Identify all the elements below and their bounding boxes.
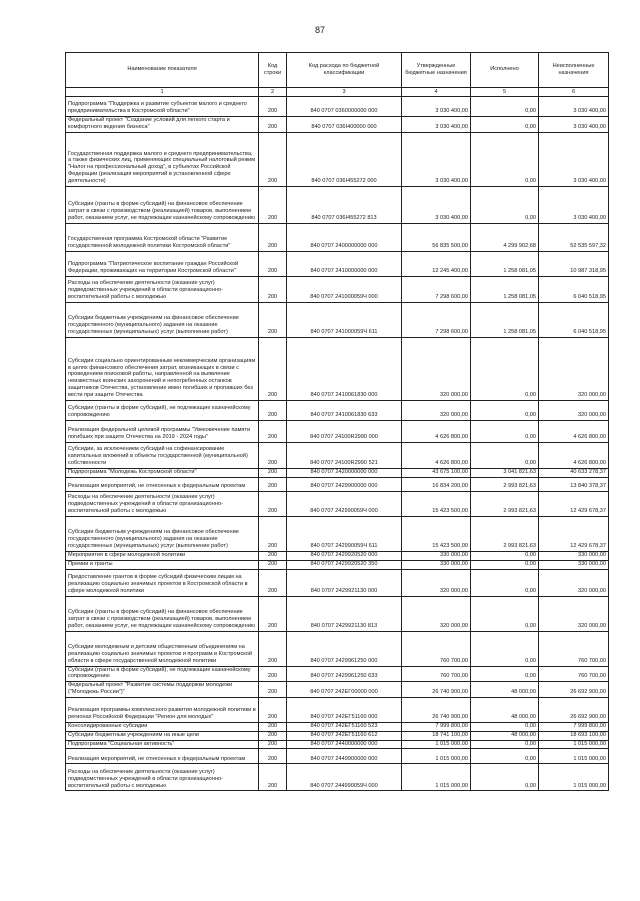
header-executed: Исполнено bbox=[471, 53, 539, 88]
cell-executed: 0,00 bbox=[471, 551, 539, 560]
cell-approved: 3 030 400,00 bbox=[402, 117, 471, 133]
table-row bbox=[66, 276, 609, 302]
cell-approved: 7 298 600,00 bbox=[402, 276, 471, 302]
header-row bbox=[66, 53, 609, 88]
cell-name: Федеральный проект "Создание условий для легкого старта и комфортного ведения бизнеса" bbox=[66, 117, 259, 133]
column-index: 5 bbox=[471, 88, 539, 97]
cell-name: Мероприятия в сфере молодежной политики bbox=[66, 551, 259, 560]
cell-unexecuted: 40 633 278,37 bbox=[539, 468, 609, 477]
cell-executed: 48 000,00 bbox=[471, 697, 539, 722]
table-row bbox=[66, 223, 609, 251]
table-row bbox=[66, 749, 609, 764]
budget-execution-table bbox=[65, 52, 609, 791]
cell-expense-code: 840 0707 241000059Ч 000 bbox=[287, 276, 402, 302]
cell-line-code: 200 bbox=[259, 740, 287, 749]
cell-approved: 760 700,00 bbox=[402, 666, 471, 682]
cell-approved: 15 423 500,00 bbox=[402, 516, 471, 551]
cell-approved: 18 741 100,00 bbox=[402, 731, 471, 740]
cell-executed: 0,00 bbox=[471, 420, 539, 442]
cell-executed: 0,00 bbox=[471, 442, 539, 468]
column-index: 1 bbox=[66, 88, 259, 97]
cell-executed: 2 993 821,63 bbox=[471, 516, 539, 551]
cell-unexecuted: 1 015 000,00 bbox=[539, 740, 609, 749]
cell-approved: 4 626 800,00 bbox=[402, 420, 471, 442]
column-index: 6 bbox=[539, 88, 609, 97]
column-index: 2 bbox=[259, 88, 287, 97]
cell-expense-code: 840 0707 2420000000 000 bbox=[287, 468, 402, 477]
cell-executed: 3 041 821,63 bbox=[471, 468, 539, 477]
table-row bbox=[66, 420, 609, 442]
cell-executed: 0,00 bbox=[471, 666, 539, 682]
cell-approved: 7 999 800,00 bbox=[402, 722, 471, 731]
cell-expense-code: 840 0707 036I400000 000 bbox=[287, 117, 402, 133]
cell-executed: 48 000,00 bbox=[471, 731, 539, 740]
cell-name: Государственная поддержка малого и среднего предпринимательства, а также физических лиц, применяющих специальный налоговый режим "Налог на профессиональный доход", в субъектах Российской Федерации (реализация мероприятий в установленной сфере деятельности) bbox=[66, 132, 259, 186]
cell-name: Предоставление грантов в форме субсидий физическим лицам на реализацию социально значимых проектов в Костромской области в сфере молодежной политики bbox=[66, 569, 259, 596]
cell-expense-code: 840 0707 2449900000 000 bbox=[287, 749, 402, 764]
cell-name: Подпрограмма "Социальная активность" bbox=[66, 740, 259, 749]
cell-unexecuted: 1 015 000,00 bbox=[539, 764, 609, 791]
cell-expense-code: 840 0707 2429900000 000 bbox=[287, 477, 402, 491]
table-row bbox=[66, 468, 609, 477]
cell-name: Расходы на обеспечение деятельности (оказание услуг) подведомственных учреждений в области организационно-воспитательной работы с молодежью bbox=[66, 491, 259, 516]
cell-line-code: 200 bbox=[259, 731, 287, 740]
column-index: 3 bbox=[287, 88, 402, 97]
cell-line-code: 200 bbox=[259, 491, 287, 516]
cell-executed: 0,00 bbox=[471, 749, 539, 764]
cell-expense-code: 840 0707 2429921130 000 bbox=[287, 569, 402, 596]
cell-name: Федеральный проект "Развитие системы поддержки молодежи ("Молодежь России")" bbox=[66, 682, 259, 698]
cell-line-code: 200 bbox=[259, 682, 287, 698]
cell-name: Субсидии бюджетным учреждениям на финансовое обеспечение государственного (муниципального) задания на оказание государственных (муниципальных) услуг (выполнение работ) bbox=[66, 516, 259, 551]
cell-line-code: 200 bbox=[259, 722, 287, 731]
cell-unexecuted: 320 000,00 bbox=[539, 337, 609, 400]
cell-executed: 1 258 081,05 bbox=[471, 276, 539, 302]
cell-line-code: 200 bbox=[259, 560, 287, 569]
cell-approved: 26 740 900,00 bbox=[402, 682, 471, 698]
header-unexecuted: Неисполненные назначения bbox=[539, 53, 609, 88]
table-row bbox=[66, 516, 609, 551]
cell-name: Субсидии (гранты в форме субсидий) на финансовое обеспечение затрат в связи с производством (реализацией) товаров, выполнением работ, оказанием услуг, не подлежащие казначейскому сопровождению bbox=[66, 186, 259, 223]
cell-line-code: 200 bbox=[259, 666, 287, 682]
cell-name: Подпрограмма "Молодежь Костромской области" bbox=[66, 468, 259, 477]
table-row bbox=[66, 631, 609, 666]
header-expense-code: Код расхода по бюджетной классификации bbox=[287, 53, 402, 88]
cell-approved: 26 740 900,00 bbox=[402, 697, 471, 722]
cell-name: Подпрограмма "Поддержка и развитие субъектов малого и среднего предпринимательства в Костромской области" bbox=[66, 97, 259, 117]
cell-approved: 320 000,00 bbox=[402, 596, 471, 631]
cell-name: Реализация мероприятий, не отнесенных к федеральным проектам bbox=[66, 749, 259, 764]
cell-expense-code: 840 0707 242990059Ч 611 bbox=[287, 516, 402, 551]
table-row bbox=[66, 132, 609, 186]
cell-name: Расходы на обеспечение деятельности (оказание услуг) подведомственных учреждений в области организационно-воспитательной работы с молодежью bbox=[66, 764, 259, 791]
cell-name: Премии и гранты bbox=[66, 560, 259, 569]
cell-unexecuted: 6 040 518,95 bbox=[539, 276, 609, 302]
cell-expense-code: 840 0707 242EГ00000 000 bbox=[287, 682, 402, 698]
cell-approved: 3 030 400,00 bbox=[402, 97, 471, 117]
table-row bbox=[66, 596, 609, 631]
cell-executed: 0,00 bbox=[471, 560, 539, 569]
cell-unexecuted: 10 987 318,95 bbox=[539, 251, 609, 276]
cell-name: Реализация программы комплексного развития молодежной политики в регионах Российской Федерации "Регион для молодых" bbox=[66, 697, 259, 722]
cell-approved: 3 030 400,00 bbox=[402, 186, 471, 223]
cell-line-code: 200 bbox=[259, 117, 287, 133]
cell-line-code: 200 bbox=[259, 223, 287, 251]
cell-expense-code: 840 0707 2440000000 000 bbox=[287, 740, 402, 749]
page-number: 87 bbox=[314, 25, 325, 35]
cell-executed: 0,00 bbox=[471, 400, 539, 420]
cell-approved: 12 245 400,00 bbox=[402, 251, 471, 276]
cell-unexecuted: 320 000,00 bbox=[539, 569, 609, 596]
cell-line-code: 200 bbox=[259, 569, 287, 596]
cell-name: Расходы на обеспечение деятельности (оказание услуг) подведомственных учреждений в области организационно-воспитательной работы с молодежью bbox=[66, 276, 259, 302]
cell-name: Субсидии (гранты в форме субсидий), не подлежащие казначейскому сопровождению bbox=[66, 666, 259, 682]
cell-expense-code: 840 0707 2410000000 000 bbox=[287, 251, 402, 276]
cell-name: Субсидии молодежным и детским общественным объединениям на реализацию социально значимых проектов и программ в Костромской области в сфере государственной молодежной политики bbox=[66, 631, 259, 666]
cell-approved: 320 000,00 bbox=[402, 400, 471, 420]
cell-executed: 2 993 821,63 bbox=[471, 491, 539, 516]
table-row bbox=[66, 722, 609, 731]
cell-name: Субсидии (гранты в форме субсидий), не подлежащие казначейскому сопровождению bbox=[66, 400, 259, 420]
table-row bbox=[66, 697, 609, 722]
table-row bbox=[66, 117, 609, 133]
cell-line-code: 200 bbox=[259, 764, 287, 791]
cell-approved: 1 015 000,00 bbox=[402, 740, 471, 749]
cell-expense-code: 840 0707 242EГ51160 000 bbox=[287, 697, 402, 722]
header-approved: Утвержденные бюджетные назначения bbox=[402, 53, 471, 88]
cell-unexecuted: 12 429 678,37 bbox=[539, 516, 609, 551]
cell-executed: 0,00 bbox=[471, 186, 539, 223]
cell-executed: 1 258 081,05 bbox=[471, 251, 539, 276]
cell-approved: 3 030 400,00 bbox=[402, 132, 471, 186]
cell-approved: 320 000,00 bbox=[402, 569, 471, 596]
cell-executed: 2 993 821,63 bbox=[471, 477, 539, 491]
cell-line-code: 200 bbox=[259, 516, 287, 551]
table-row bbox=[66, 302, 609, 337]
cell-executed: 1 258 081,05 bbox=[471, 302, 539, 337]
table-row bbox=[66, 764, 609, 791]
cell-line-code: 200 bbox=[259, 420, 287, 442]
table-row bbox=[66, 442, 609, 468]
table-row bbox=[66, 682, 609, 698]
cell-line-code: 200 bbox=[259, 442, 287, 468]
cell-line-code: 200 bbox=[259, 97, 287, 117]
table-row bbox=[66, 337, 609, 400]
cell-unexecuted: 330 000,00 bbox=[539, 560, 609, 569]
cell-expense-code: 840 0707 24100R2990 000 bbox=[287, 420, 402, 442]
cell-name: Субсидии бюджетным учреждениям на иные цели bbox=[66, 731, 259, 740]
table-row bbox=[66, 740, 609, 749]
cell-unexecuted: 320 000,00 bbox=[539, 596, 609, 631]
cell-unexecuted: 3 030 400,00 bbox=[539, 186, 609, 223]
column-index: 4 bbox=[402, 88, 471, 97]
cell-expense-code: 840 0707 2400000000 000 bbox=[287, 223, 402, 251]
column-index-row bbox=[66, 88, 609, 97]
cell-unexecuted: 330 000,00 bbox=[539, 551, 609, 560]
table-row bbox=[66, 560, 609, 569]
cell-executed: 48 000,00 bbox=[471, 682, 539, 698]
cell-executed: 0,00 bbox=[471, 97, 539, 117]
cell-approved: 760 700,00 bbox=[402, 631, 471, 666]
cell-executed: 0,00 bbox=[471, 631, 539, 666]
cell-expense-code: 840 0707 241000059Ч 611 bbox=[287, 302, 402, 337]
cell-approved: 15 423 500,00 bbox=[402, 491, 471, 516]
cell-executed: 0,00 bbox=[471, 117, 539, 133]
cell-expense-code: 840 0707 24100R2990 521 bbox=[287, 442, 402, 468]
cell-executed: 0,00 bbox=[471, 569, 539, 596]
cell-unexecuted: 13 840 378,37 bbox=[539, 477, 609, 491]
cell-expense-code: 840 0707 244990059Ч 000 bbox=[287, 764, 402, 791]
cell-approved: 7 298 600,00 bbox=[402, 302, 471, 337]
cell-expense-code: 840 0707 242EГ51160 612 bbox=[287, 731, 402, 740]
cell-approved: 1 015 000,00 bbox=[402, 764, 471, 791]
cell-executed: 0,00 bbox=[471, 132, 539, 186]
table-row bbox=[66, 569, 609, 596]
table-body bbox=[66, 97, 609, 791]
cell-unexecuted: 12 429 678,37 bbox=[539, 491, 609, 516]
cell-approved: 330 000,00 bbox=[402, 551, 471, 560]
header-indicator-name: Наименование показателя bbox=[66, 53, 259, 88]
cell-approved: 56 835 500,00 bbox=[402, 223, 471, 251]
cell-line-code: 200 bbox=[259, 477, 287, 491]
cell-line-code: 200 bbox=[259, 468, 287, 477]
cell-expense-code: 840 0707 2410061830 633 bbox=[287, 400, 402, 420]
cell-name: Реализация мероприятий, не отнесенных к федеральным проектам bbox=[66, 477, 259, 491]
cell-expense-code: 840 0707 242990059Ч 000 bbox=[287, 491, 402, 516]
cell-expense-code: 840 0707 2429920520 000 bbox=[287, 551, 402, 560]
cell-executed: 0,00 bbox=[471, 722, 539, 731]
cell-expense-code: 840 0707 036I455272 000 bbox=[287, 132, 402, 186]
cell-name: Государственная программа Костромской области "Развитие государственной молодежной политики Костромской области" bbox=[66, 223, 259, 251]
cell-approved: 16 834 200,00 bbox=[402, 477, 471, 491]
cell-unexecuted: 26 692 900,00 bbox=[539, 682, 609, 698]
cell-executed: 0,00 bbox=[471, 740, 539, 749]
cell-unexecuted: 760 700,00 bbox=[539, 631, 609, 666]
cell-executed: 0,00 bbox=[471, 337, 539, 400]
cell-expense-code: 840 0707 2429961250 633 bbox=[287, 666, 402, 682]
cell-unexecuted: 3 030 400,00 bbox=[539, 117, 609, 133]
cell-line-code: 200 bbox=[259, 302, 287, 337]
cell-executed: 4 299 902,68 bbox=[471, 223, 539, 251]
cell-approved: 4 626 800,00 bbox=[402, 442, 471, 468]
cell-name: Субсидии, за исключением субсидий на софинансирование капитальных вложений в объекты государственной (муниципальной) собственности bbox=[66, 442, 259, 468]
table-row bbox=[66, 251, 609, 276]
table-row bbox=[66, 666, 609, 682]
cell-line-code: 200 bbox=[259, 132, 287, 186]
table-row bbox=[66, 97, 609, 117]
table-row bbox=[66, 551, 609, 560]
cell-unexecuted: 7 999 800,00 bbox=[539, 722, 609, 731]
table-row bbox=[66, 491, 609, 516]
cell-approved: 330 000,00 bbox=[402, 560, 471, 569]
cell-unexecuted: 18 693 100,00 bbox=[539, 731, 609, 740]
cell-name: Субсидии социально ориентированным некоммерческим организациям в целях финансового обеспечения затрат, возникающих в связи с проведением поисковой работы, направленной на выявление неизвестных воинских захоронений и непогребенных останков защитников Отечества, установление имен погибших и пропавших без вести при защите Отечества bbox=[66, 337, 259, 400]
cell-unexecuted: 4 626 800,00 bbox=[539, 442, 609, 468]
cell-name: Консолидированные субсидии bbox=[66, 722, 259, 731]
cell-unexecuted: 320 000,00 bbox=[539, 400, 609, 420]
cell-line-code: 200 bbox=[259, 276, 287, 302]
cell-expense-code: 840 0707 2429921130 813 bbox=[287, 596, 402, 631]
table-row bbox=[66, 186, 609, 223]
table-row bbox=[66, 477, 609, 491]
cell-unexecuted: 760 700,00 bbox=[539, 666, 609, 682]
cell-name: Субсидии бюджетным учреждениям на финансовое обеспечение государственного (муниципального) задания на оказание государственных (муниципальных) услуг (выполнение работ) bbox=[66, 302, 259, 337]
header-line-code: Код строки bbox=[259, 53, 287, 88]
cell-expense-code: 840 0707 2429961250 000 bbox=[287, 631, 402, 666]
cell-line-code: 200 bbox=[259, 631, 287, 666]
cell-executed: 0,00 bbox=[471, 764, 539, 791]
cell-expense-code: 840 0707 2410061830 000 bbox=[287, 337, 402, 400]
cell-line-code: 200 bbox=[259, 400, 287, 420]
table-row bbox=[66, 400, 609, 420]
cell-unexecuted: 1 015 000,00 bbox=[539, 749, 609, 764]
cell-line-code: 200 bbox=[259, 251, 287, 276]
cell-expense-code: 840 0707 242EГ51160 523 bbox=[287, 722, 402, 731]
cell-unexecuted: 3 030 400,00 bbox=[539, 132, 609, 186]
cell-line-code: 200 bbox=[259, 337, 287, 400]
cell-unexecuted: 6 040 518,95 bbox=[539, 302, 609, 337]
cell-unexecuted: 4 626 800,00 bbox=[539, 420, 609, 442]
cell-approved: 320 000,00 bbox=[402, 337, 471, 400]
cell-unexecuted: 3 030 400,00 bbox=[539, 97, 609, 117]
cell-expense-code: 840 0707 0360000000 000 bbox=[287, 97, 402, 117]
cell-line-code: 200 bbox=[259, 697, 287, 722]
cell-name: Подпрограмма "Патриотическое воспитание граждан Российской Федерации, проживающих на территории Костромской области" bbox=[66, 251, 259, 276]
cell-name: Реализация федеральной целевой программы "Увековечение памяти погибших при защите Отечества на 2019 - 2024 годы" bbox=[66, 420, 259, 442]
cell-name: Субсидии (гранты в форме субсидий) на финансовое обеспечение затрат в связи с производством (реализацией) товаров, выполнением работ, оказанием услуг, не подлежащие казначейскому сопровождению bbox=[66, 596, 259, 631]
table-row bbox=[66, 731, 609, 740]
cell-unexecuted: 26 692 900,00 bbox=[539, 697, 609, 722]
cell-unexecuted: 52 535 597,32 bbox=[539, 223, 609, 251]
cell-expense-code: 840 0707 036I455272 813 bbox=[287, 186, 402, 223]
cell-line-code: 200 bbox=[259, 551, 287, 560]
cell-expense-code: 840 0707 2429920520 350 bbox=[287, 560, 402, 569]
cell-line-code: 200 bbox=[259, 749, 287, 764]
cell-approved: 1 015 000,00 bbox=[402, 749, 471, 764]
cell-executed: 0,00 bbox=[471, 596, 539, 631]
cell-approved: 43 675 100,00 bbox=[402, 468, 471, 477]
cell-line-code: 200 bbox=[259, 186, 287, 223]
cell-line-code: 200 bbox=[259, 596, 287, 631]
